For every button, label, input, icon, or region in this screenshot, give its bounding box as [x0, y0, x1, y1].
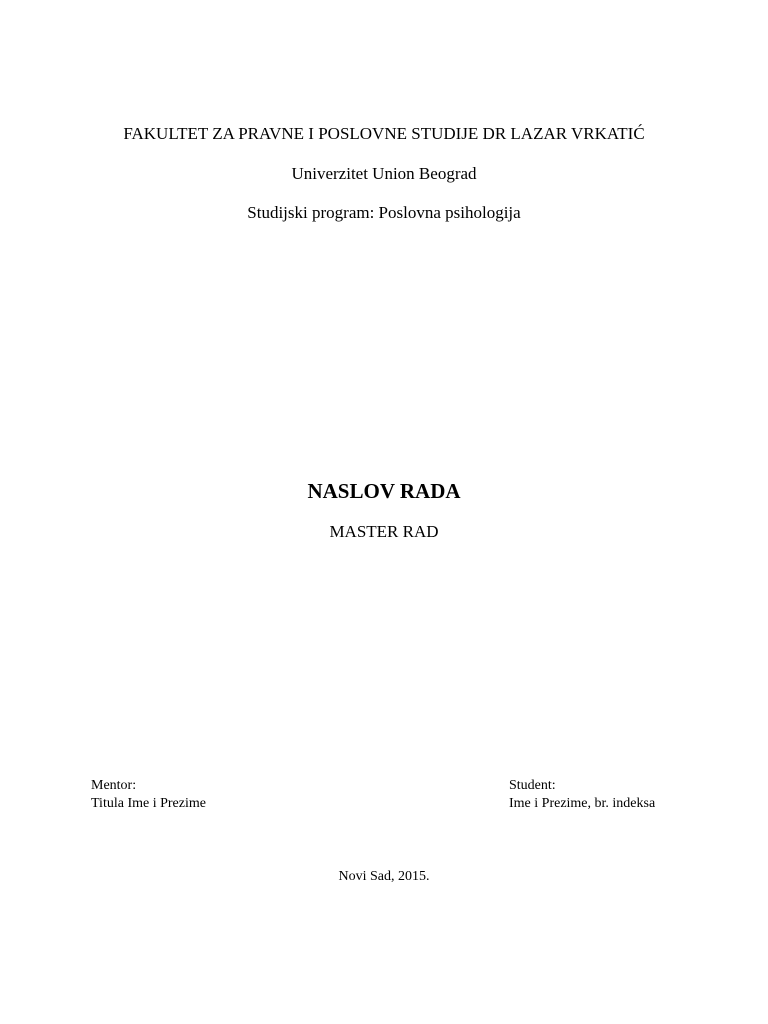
university-name: Univerzitet Union Beograd [291, 164, 477, 183]
mentor-name: Titula Ime i Prezime [91, 796, 206, 811]
mentor-label: Mentor: [91, 778, 137, 793]
student-block [509, 777, 655, 813]
student-label: Student: [509, 778, 556, 793]
study-program: Studijski program: Poslovna psihologija [247, 203, 521, 222]
faculty-name: FAKULTET ZA PRAVNE I POSLOVNE STUDIJE DR LAZAR VRKATIĆ [123, 124, 645, 143]
thesis-type: MASTER RAD [329, 522, 439, 541]
student-name: Ime i Prezime, br. indeksa [509, 796, 656, 811]
place-and-date: Novi Sad, 2015. [338, 869, 430, 884]
thesis-title: NASLOV RADA [307, 479, 461, 503]
mentor-block [91, 777, 206, 813]
